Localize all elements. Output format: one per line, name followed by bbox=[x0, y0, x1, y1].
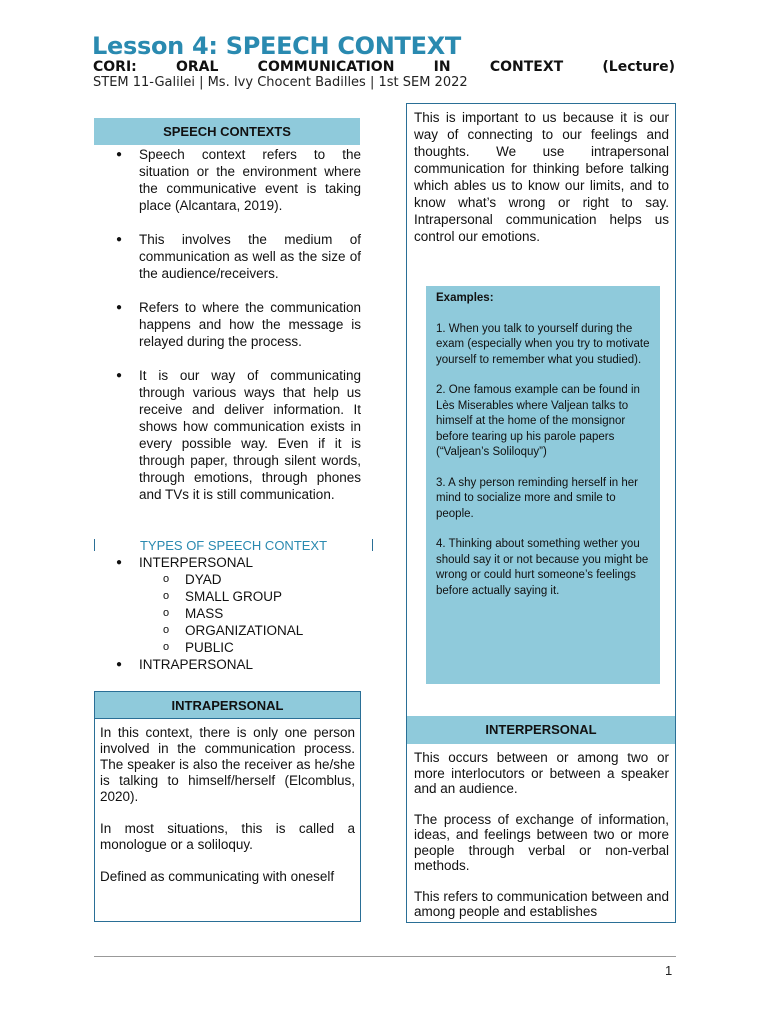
type-intrapersonal: ● INTRAPERSONAL bbox=[116, 656, 303, 673]
page-title: Lesson 4: SPEECH CONTEXT bbox=[92, 32, 461, 60]
type-interpersonal: ● INTERPERSONAL bbox=[116, 554, 303, 571]
example-item: 4. Thinking about something wether you should say it or not because you might be wrong or could hurt someone’s feelings before actually saying it. bbox=[436, 538, 649, 597]
intrapersonal-content bbox=[94, 718, 361, 922]
course-title bbox=[93, 59, 675, 75]
subtype-item: o DYAD bbox=[116, 571, 303, 588]
example-item: 1. When you talk to yourself during the exam (especially when you try to motivate yourself to remember what you studied). bbox=[436, 322, 650, 366]
subtype-item: o PUBLIC bbox=[116, 639, 303, 656]
examples-box bbox=[426, 286, 660, 684]
list-item: ● It is our way of communicating through various ways that help us receive and deliver information. It shows how communication exists in every possible way. Even if it is through paper, through silent words, through emotions, through phones and TVs it is still communication. bbox=[116, 367, 361, 503]
course-word: COMMUNICATION bbox=[257, 59, 395, 75]
paragraph: In this context, there is only one person involved in the communication process. The speaker is also the receiver as he/she is talking to himself/herself (Elcomblus, 2020). bbox=[100, 725, 355, 804]
course-word: CORI: bbox=[93, 59, 137, 75]
speech-contexts-heading: SPEECH CONTEXTS bbox=[94, 118, 360, 145]
class-info: STEM 11-Galilei | Ms. Ivy Chocent Badilles | 1st SEM 2022 bbox=[93, 75, 468, 90]
speech-contexts-list bbox=[116, 146, 361, 520]
course-word: IN bbox=[433, 59, 451, 75]
paragraph: This occurs between or among two or more interlocutors or between a speaker and an audience. bbox=[414, 750, 669, 796]
footer-divider bbox=[94, 956, 676, 957]
course-word: ORAL bbox=[176, 59, 219, 75]
types-heading: TYPES OF SPEECH CONTEXT bbox=[94, 539, 373, 551]
interpersonal-heading: INTERPERSONAL bbox=[407, 716, 675, 744]
example-item: 3. A shy person reminding herself in her mind to socialize more and smile to people. bbox=[436, 476, 639, 520]
paragraph: This refers to communication between and among people and establishes bbox=[414, 888, 669, 919]
subtype-item: o SMALL GROUP bbox=[116, 588, 303, 605]
intrapersonal-importance: This is important to us because it is our way of connecting to our feelings and thoughts. We use intrapersonal communication for thinking before talking which ables us to know our limits, and to know what’s wrong or right to say. Intrapersonal communication helps us control our emotions. bbox=[414, 110, 669, 244]
paragraph: Defined as communicating with oneself bbox=[100, 869, 335, 884]
course-word: (Lecture) bbox=[602, 59, 675, 75]
subtype-item: o MASS bbox=[116, 605, 303, 622]
paragraph: The process of exchange of information, ideas, and feelings between two or more people through verbal or non-verbal methods. bbox=[414, 811, 669, 873]
examples-title: Examples: bbox=[436, 292, 494, 304]
paragraph: In most situations, this is called a monologue or a soliloquy. bbox=[100, 821, 355, 852]
intrapersonal-heading: INTRAPERSONAL bbox=[94, 691, 361, 719]
page-number: 1 bbox=[665, 963, 673, 978]
list-item: ● Speech context refers to the situation or the environment where the communicative event is taking place (Alcantara, 2019). bbox=[116, 146, 361, 214]
course-word: CONTEXT bbox=[489, 59, 564, 75]
example-item: 2. One famous example can be found in Lès Miserables where Valjean talks to himself at the home of the monsignor before tearing up his parole papers (“Valjean’s Soliloquy”) bbox=[436, 384, 640, 458]
interpersonal-content bbox=[414, 750, 669, 935]
subtype-item: o ORGANIZATIONAL bbox=[116, 622, 303, 639]
list-item: ● This involves the medium of communication as well as the size of the audience/receivers. bbox=[116, 231, 361, 282]
list-item: ● Refers to where the communication happens and how the message is relayed during the process. bbox=[116, 299, 361, 350]
types-list bbox=[116, 554, 303, 673]
